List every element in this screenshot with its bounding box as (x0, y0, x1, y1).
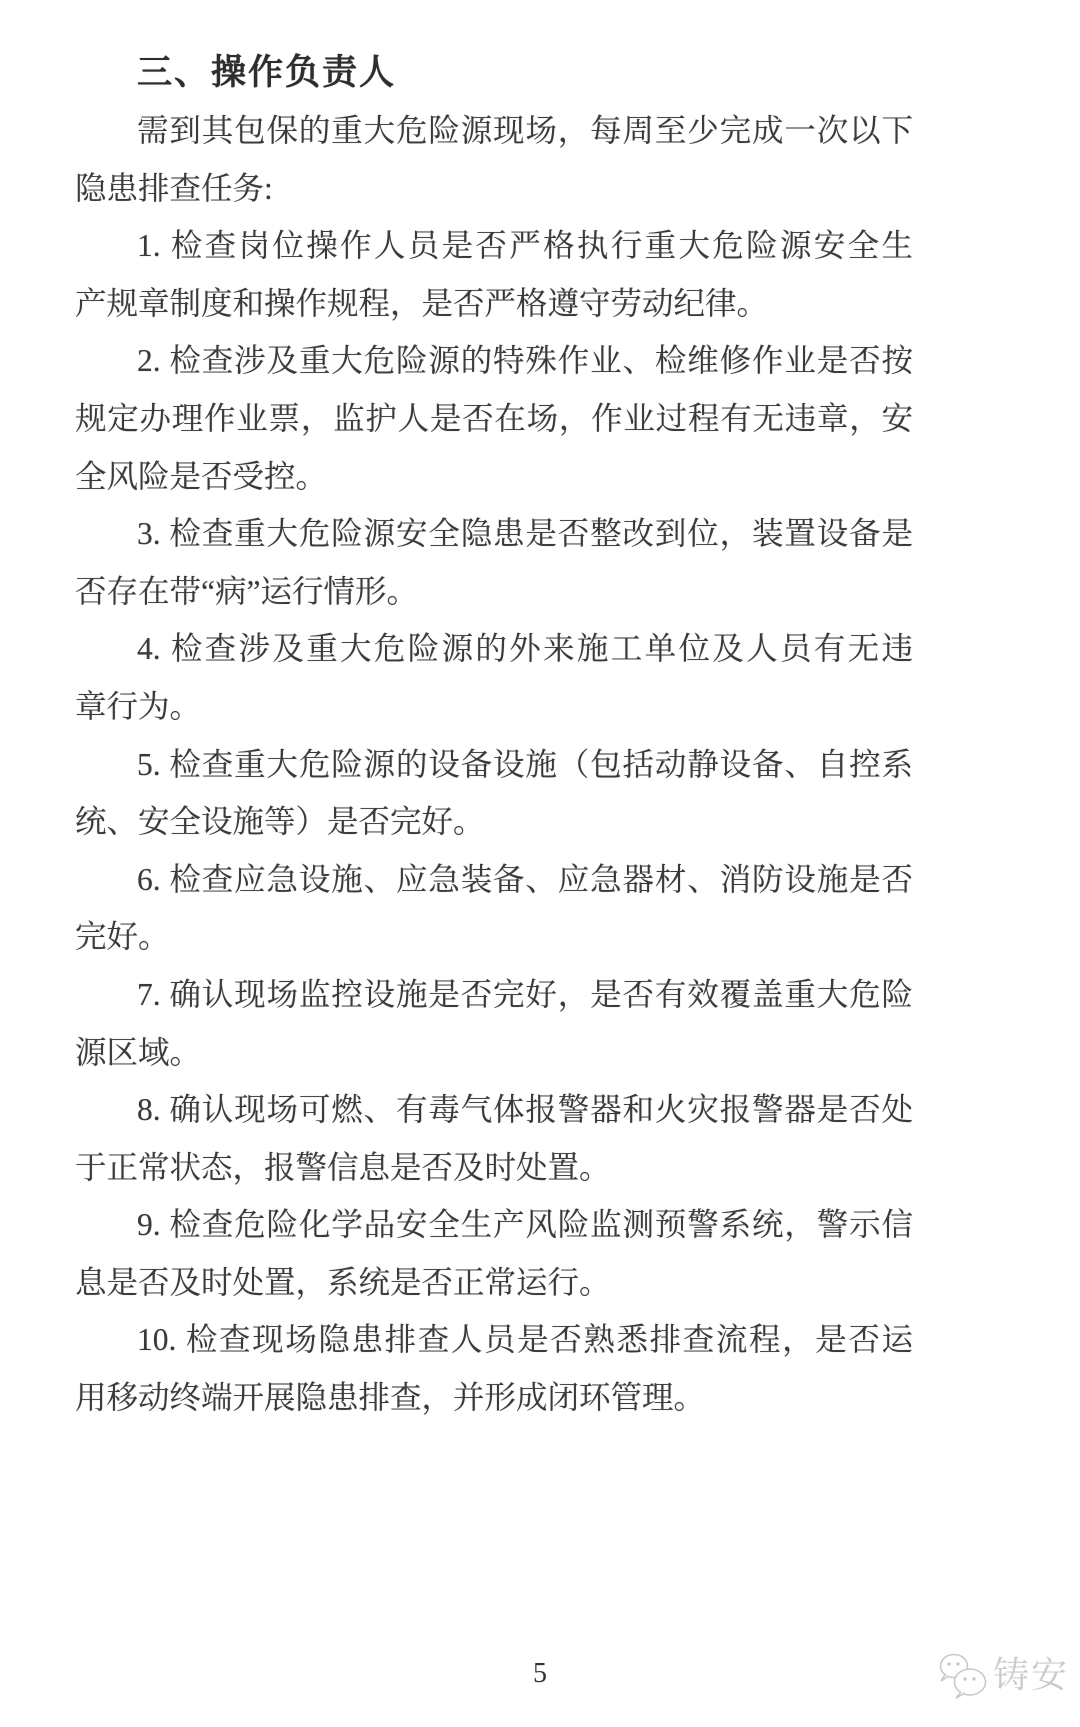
paragraph-container (75, 102, 913, 1427)
text-line: 1. 检查岗位操作人员是否严格执行重大危险源安全生 (137, 228, 913, 264)
text-line: 隐患排查任务: (75, 170, 273, 206)
text-line: 于正常状态，报警信息是否及时处置。 (75, 1149, 611, 1185)
text-line: 否存在带“病”运行情形。 (75, 573, 418, 609)
text-line: 7. 确认现场监控设施是否完好，是否有效覆盖重大危险 (137, 976, 913, 1012)
watermark-text: 铸安 (993, 1655, 1070, 1696)
text-line: 4. 检查涉及重大危险源的外来施工单位及人员有无违 (137, 631, 913, 667)
text-line: 章行为。 (75, 688, 202, 724)
text-line: 规定办理作业票，监护人是否在场，作业过程有无违章，安 (75, 400, 913, 436)
text-line: 2. 检查涉及重大危险源的特殊作业、检维修作业是否按 (137, 343, 913, 379)
text-line: 6. 检查应急设施、应急装备、应急器材、消防设施是否 (137, 861, 913, 897)
watermark (936, 1652, 1069, 1700)
text-line: 统、安全设施等）是否完好。 (75, 804, 485, 840)
text-line: 用移动终端开展隐患排查，并形成闭环管理。 (75, 1380, 706, 1416)
text-line: 5. 检查重大危险源的设备设施（包括动静设备、自控系 (137, 746, 913, 782)
text-line: 源区域。 (75, 1034, 202, 1070)
text-line: 需到其包保的重大危险源现场，每周至少完成一次以下 (137, 113, 913, 148)
text-line: 完好。 (75, 919, 170, 955)
text-line: 息是否及时处置，系统是否正常运行。 (75, 1264, 611, 1300)
text-line: 10. 检查现场隐患排查人员是否熟悉排查流程，是否运 (137, 1322, 913, 1358)
text-line: 全风险是否受控。 (75, 458, 328, 494)
section-heading: 三、操作负责人 (137, 53, 397, 93)
text-line: 9. 检查危险化学品安全生产风险监测预警系统，警示信 (137, 1207, 913, 1243)
text-line: 产规章制度和操作规程，是否严格遵守劳动纪律。 (75, 285, 769, 321)
text-line: 3. 检查重大危险源安全隐患是否整改到位，装置设备是 (137, 516, 913, 552)
document-body (75, 44, 913, 1427)
page-number: 5 (533, 1658, 547, 1689)
text-line: 8. 确认现场可燃、有毒气体报警器和火灾报警器是否处 (137, 1092, 913, 1128)
wechat-icon (936, 1652, 990, 1700)
